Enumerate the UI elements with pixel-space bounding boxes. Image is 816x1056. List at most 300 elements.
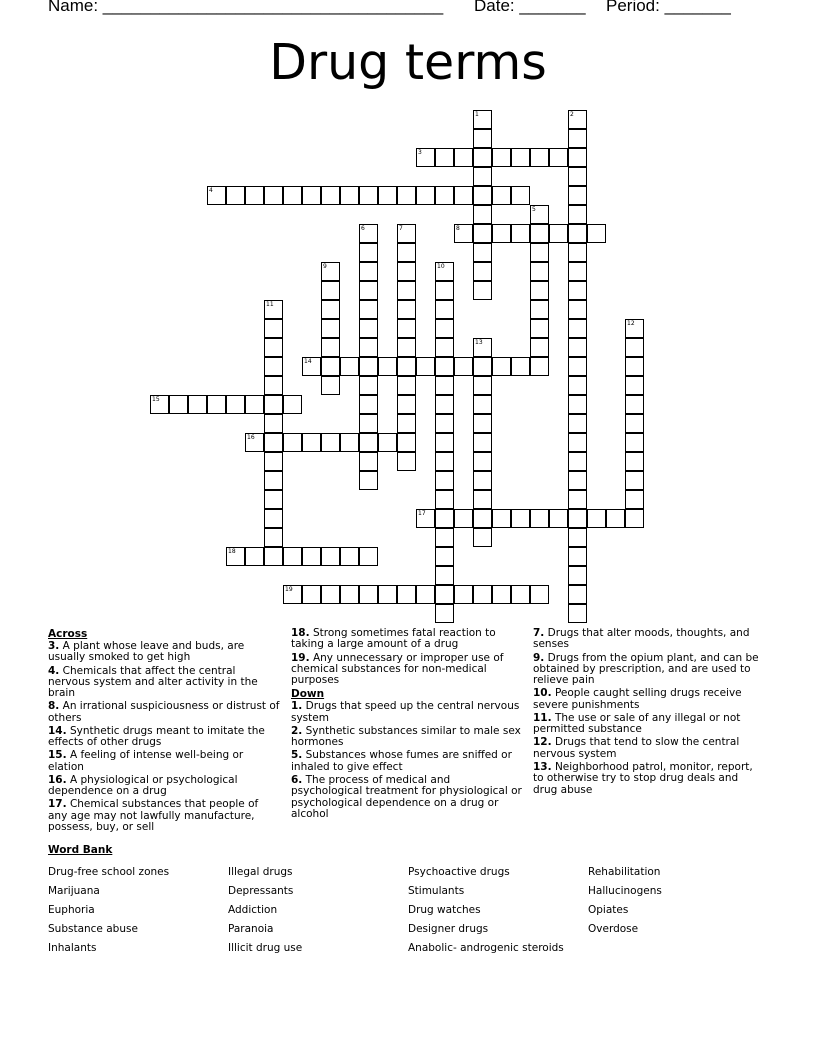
word-bank-heading: Word Bank bbox=[48, 844, 113, 856]
crossword-cell[interactable] bbox=[568, 395, 587, 414]
crossword-cell[interactable] bbox=[435, 509, 454, 528]
crossword-cell[interactable] bbox=[264, 186, 283, 205]
crossword-cell[interactable] bbox=[226, 547, 245, 566]
clue-number: 1. bbox=[291, 700, 303, 713]
crossword-cell[interactable] bbox=[568, 129, 587, 148]
crossword-cell[interactable] bbox=[435, 490, 454, 509]
crossword-cell[interactable] bbox=[511, 357, 530, 376]
clue-text: Synthetic drugs meant to imitate the effects of other drugs bbox=[48, 724, 265, 749]
clue-text: Drugs that tend to slow the central nervous system bbox=[533, 736, 740, 760]
crossword-cell[interactable] bbox=[397, 281, 416, 300]
crossword-cell[interactable] bbox=[625, 433, 644, 452]
crossword-cell[interactable] bbox=[568, 319, 587, 338]
crossword-cell[interactable] bbox=[435, 452, 454, 471]
crossword-cell[interactable] bbox=[530, 319, 549, 338]
word-bank-item: Euphoria bbox=[48, 904, 95, 916]
crossword-cell[interactable] bbox=[321, 319, 340, 338]
crossword-cell[interactable] bbox=[568, 167, 587, 186]
crossword-cell[interactable] bbox=[473, 205, 492, 224]
crossword-cell[interactable] bbox=[264, 338, 283, 357]
crossword-cell[interactable] bbox=[359, 319, 378, 338]
crossword-cell[interactable] bbox=[625, 319, 644, 338]
clue-item bbox=[48, 775, 280, 798]
clue-item bbox=[291, 628, 523, 651]
word-bank-column bbox=[588, 863, 662, 939]
crossword-cell[interactable] bbox=[435, 148, 454, 167]
crossword-cell[interactable] bbox=[435, 281, 454, 300]
crossword-cell[interactable] bbox=[473, 281, 492, 300]
crossword-cell[interactable] bbox=[245, 433, 264, 452]
word-bank-item: Anabolic- androgenic steroids bbox=[408, 942, 564, 954]
crossword-cell[interactable] bbox=[473, 243, 492, 262]
clue-number: 16 bbox=[247, 434, 255, 441]
crossword-cell[interactable] bbox=[359, 262, 378, 281]
crossword-cell[interactable] bbox=[435, 395, 454, 414]
clue-item bbox=[291, 726, 523, 749]
crossword-cell[interactable] bbox=[397, 452, 416, 471]
word-bank-item: Designer drugs bbox=[408, 923, 489, 935]
crossword-cell[interactable] bbox=[321, 281, 340, 300]
crossword-cell[interactable] bbox=[378, 186, 397, 205]
crossword-cell[interactable] bbox=[625, 509, 644, 528]
crossword-cell[interactable] bbox=[530, 300, 549, 319]
crossword-cell[interactable] bbox=[435, 262, 454, 281]
crossword-cell[interactable] bbox=[530, 585, 549, 604]
crossword-cell[interactable] bbox=[264, 300, 283, 319]
crossword-cell[interactable] bbox=[264, 471, 283, 490]
crossword-cell[interactable] bbox=[264, 547, 283, 566]
clue-number: 8 bbox=[456, 225, 460, 232]
crossword-cell[interactable] bbox=[416, 357, 435, 376]
crossword-cell[interactable] bbox=[473, 186, 492, 205]
crossword-cell[interactable] bbox=[587, 224, 606, 243]
clue-number: 1 bbox=[475, 111, 479, 118]
crossword-cell[interactable] bbox=[359, 585, 378, 604]
crossword-cell[interactable] bbox=[321, 376, 340, 395]
crossword-cell[interactable] bbox=[264, 452, 283, 471]
crossword-cell[interactable] bbox=[568, 376, 587, 395]
word-bank-item: Drug-free school zones bbox=[48, 866, 170, 878]
word-bank-item: Rehabilitation bbox=[588, 866, 661, 878]
crossword-cell[interactable] bbox=[568, 471, 587, 490]
crossword-cell[interactable] bbox=[283, 395, 302, 414]
crossword-cell[interactable] bbox=[359, 547, 378, 566]
down-heading: Down bbox=[291, 688, 325, 701]
crossword-cell[interactable] bbox=[435, 604, 454, 623]
crossword-cell[interactable] bbox=[321, 186, 340, 205]
crossword-cell[interactable] bbox=[359, 395, 378, 414]
clue-number: 16. bbox=[48, 773, 67, 786]
word-bank-item: Depressants bbox=[228, 885, 294, 897]
clue-number: 12. bbox=[533, 736, 552, 749]
crossword-cell[interactable] bbox=[416, 509, 435, 528]
crossword-cell[interactable] bbox=[625, 357, 644, 376]
clue-number: 14. bbox=[48, 724, 67, 737]
crossword-cell[interactable] bbox=[397, 300, 416, 319]
crossword-cell[interactable] bbox=[492, 357, 511, 376]
clue-number: 7. bbox=[533, 627, 545, 639]
crossword-cell[interactable] bbox=[568, 357, 587, 376]
crossword-cell[interactable] bbox=[416, 585, 435, 604]
clue-item bbox=[533, 737, 765, 760]
word-bank-item: Opiates bbox=[588, 904, 629, 916]
crossword-cell[interactable] bbox=[245, 186, 264, 205]
crossword-cell[interactable] bbox=[226, 395, 245, 414]
crossword-cell[interactable] bbox=[435, 471, 454, 490]
crossword-cell[interactable] bbox=[169, 395, 188, 414]
crossword-cell[interactable] bbox=[511, 148, 530, 167]
crossword-cell[interactable] bbox=[568, 338, 587, 357]
crossword-cell[interactable] bbox=[473, 129, 492, 148]
crossword-cell[interactable] bbox=[283, 547, 302, 566]
crossword-cell[interactable] bbox=[473, 395, 492, 414]
clue-item bbox=[48, 641, 280, 664]
crossword-cell[interactable] bbox=[435, 414, 454, 433]
crossword-cell[interactable] bbox=[454, 509, 473, 528]
crossword-cell[interactable] bbox=[264, 357, 283, 376]
clue-number: 12 bbox=[627, 320, 635, 327]
crossword-cell[interactable] bbox=[416, 186, 435, 205]
crossword-cell[interactable] bbox=[435, 300, 454, 319]
clue-number: 4. bbox=[48, 664, 60, 677]
crossword-cell[interactable] bbox=[473, 338, 492, 357]
clue-text: A physiological or psychological dependence on a drug bbox=[48, 773, 238, 798]
crossword-cell[interactable] bbox=[625, 452, 644, 471]
clue-item bbox=[48, 701, 280, 724]
crossword-cell[interactable] bbox=[397, 357, 416, 376]
clue-number: 6 bbox=[361, 225, 365, 232]
crossword-cell[interactable] bbox=[359, 452, 378, 471]
crossword-cell[interactable] bbox=[473, 376, 492, 395]
crossword-cell[interactable] bbox=[530, 509, 549, 528]
crossword-cell[interactable] bbox=[568, 433, 587, 452]
clue-number: 9 bbox=[323, 263, 327, 270]
clue-number: 19. bbox=[291, 651, 310, 664]
crossword-cell[interactable] bbox=[359, 471, 378, 490]
crossword-cell[interactable] bbox=[587, 509, 606, 528]
crossword-cell[interactable] bbox=[625, 471, 644, 490]
crossword-cell[interactable] bbox=[549, 148, 568, 167]
crossword-cell[interactable] bbox=[473, 585, 492, 604]
crossword-cell[interactable] bbox=[416, 148, 435, 167]
crossword-cell[interactable] bbox=[302, 357, 321, 376]
crossword-cell[interactable] bbox=[454, 585, 473, 604]
crossword-cell[interactable] bbox=[397, 433, 416, 452]
crossword-cell[interactable] bbox=[359, 376, 378, 395]
clue-number: 6. bbox=[291, 773, 303, 786]
crossword-cell[interactable] bbox=[359, 338, 378, 357]
date-field-label[interactable]: Date: _______ bbox=[474, 0, 586, 15]
crossword-cell[interactable] bbox=[359, 224, 378, 243]
crossword-cell[interactable] bbox=[378, 357, 397, 376]
crossword-cell[interactable] bbox=[321, 300, 340, 319]
crossword-cell[interactable] bbox=[530, 357, 549, 376]
crossword-cell[interactable] bbox=[435, 376, 454, 395]
crossword-cell[interactable] bbox=[568, 566, 587, 585]
crossword-cell[interactable] bbox=[492, 585, 511, 604]
clue-number: 5. bbox=[291, 749, 303, 762]
crossword-cell[interactable] bbox=[359, 243, 378, 262]
crossword-cell[interactable] bbox=[264, 490, 283, 509]
crossword-cell[interactable] bbox=[473, 262, 492, 281]
crossword-cell[interactable] bbox=[625, 395, 644, 414]
crossword-cell[interactable] bbox=[397, 262, 416, 281]
crossword-cell[interactable] bbox=[359, 357, 378, 376]
crossword-cell[interactable] bbox=[454, 357, 473, 376]
crossword-cell[interactable] bbox=[435, 357, 454, 376]
crossword-cell[interactable] bbox=[454, 148, 473, 167]
crossword-cell[interactable] bbox=[359, 186, 378, 205]
crossword-cell[interactable] bbox=[397, 338, 416, 357]
crossword-cell[interactable] bbox=[264, 528, 283, 547]
crossword-cell[interactable] bbox=[473, 452, 492, 471]
crossword-cell[interactable] bbox=[473, 528, 492, 547]
clue-text: Strong sometimes fatal reaction to taking a large amount of a drug bbox=[291, 627, 496, 651]
clue-item bbox=[533, 688, 765, 711]
crossword-cell[interactable] bbox=[473, 490, 492, 509]
clue-text: Chemical substances that people of any age may not lawfully manufacture, possess, buy, or sell bbox=[48, 798, 259, 834]
crossword-cell[interactable] bbox=[568, 509, 587, 528]
crossword-cell[interactable] bbox=[454, 224, 473, 243]
clue-text: Drugs from the opium plant, and can be obtained by prescription, and are used to relieve pain bbox=[533, 651, 759, 687]
crossword-cell[interactable] bbox=[568, 281, 587, 300]
crossword-cell[interactable] bbox=[226, 186, 245, 205]
crossword-cell[interactable] bbox=[378, 585, 397, 604]
clue-text: People caught selling drugs receive severe punishments bbox=[533, 687, 742, 711]
crossword-cell[interactable] bbox=[283, 585, 302, 604]
crossword-cell[interactable] bbox=[150, 395, 169, 414]
clue-number: 18. bbox=[291, 627, 310, 639]
clue-number: 14 bbox=[304, 358, 312, 365]
crossword-cell[interactable] bbox=[530, 224, 549, 243]
crossword-cell[interactable] bbox=[568, 547, 587, 566]
crossword-cell[interactable] bbox=[473, 414, 492, 433]
crossword-cell[interactable] bbox=[530, 243, 549, 262]
crossword-cell[interactable] bbox=[568, 452, 587, 471]
crossword-cell[interactable] bbox=[454, 186, 473, 205]
clue-item bbox=[533, 713, 765, 736]
crossword-cell[interactable] bbox=[397, 585, 416, 604]
word-bank-item: Stimulants bbox=[408, 885, 465, 897]
crossword-cell[interactable] bbox=[492, 509, 511, 528]
crossword-cell[interactable] bbox=[568, 224, 587, 243]
crossword-cell[interactable] bbox=[549, 224, 568, 243]
clue-number: 9. bbox=[533, 651, 545, 664]
crossword-cell[interactable] bbox=[302, 433, 321, 452]
clues-col3 bbox=[533, 628, 765, 798]
clue-item bbox=[48, 666, 280, 700]
clue-number: 17. bbox=[48, 798, 67, 811]
period-field-label[interactable]: Period: _______ bbox=[606, 0, 731, 15]
clue-number: 18 bbox=[228, 548, 236, 555]
down-clue-list bbox=[291, 701, 523, 820]
crossword-cell[interactable] bbox=[302, 547, 321, 566]
crossword-cell[interactable] bbox=[397, 224, 416, 243]
word-bank-item: Paranoia bbox=[228, 923, 274, 935]
clue-text: Neighborhood patrol, monitor, report, to otherwise try to stop drug deals and drug abuse bbox=[533, 760, 753, 796]
crossword-cell[interactable] bbox=[549, 509, 568, 528]
crossword-cell[interactable] bbox=[568, 186, 587, 205]
crossword-cell[interactable] bbox=[492, 148, 511, 167]
crossword-cell[interactable] bbox=[511, 224, 530, 243]
clue-item bbox=[533, 653, 765, 687]
down-clue-list-cont bbox=[533, 628, 765, 796]
clue-number: 2. bbox=[291, 724, 303, 737]
across-clues-col1 bbox=[48, 628, 280, 835]
crossword-cell[interactable] bbox=[568, 300, 587, 319]
clue-text: A feeling of intense well-being or elation bbox=[48, 749, 244, 773]
crossword-cell[interactable] bbox=[625, 376, 644, 395]
crossword-cell[interactable] bbox=[283, 433, 302, 452]
clue-number: 3 bbox=[418, 149, 422, 156]
word-bank-item: Psychoactive drugs bbox=[408, 866, 510, 878]
crossword-cell[interactable] bbox=[530, 338, 549, 357]
clue-item bbox=[291, 775, 523, 821]
crossword-cell[interactable] bbox=[530, 148, 549, 167]
word-bank-item: Addiction bbox=[228, 904, 278, 916]
crossword-cell[interactable] bbox=[435, 338, 454, 357]
crossword-cell[interactable] bbox=[568, 490, 587, 509]
crossword-cell[interactable] bbox=[283, 186, 302, 205]
clue-item bbox=[533, 762, 765, 796]
crossword-cell[interactable] bbox=[435, 585, 454, 604]
crossword-cell[interactable] bbox=[207, 395, 226, 414]
crossword-cell[interactable] bbox=[397, 376, 416, 395]
crossword-cell[interactable] bbox=[264, 395, 283, 414]
crossword-cell[interactable] bbox=[264, 509, 283, 528]
crossword-cell[interactable] bbox=[511, 509, 530, 528]
clue-item bbox=[48, 726, 280, 749]
crossword-cell[interactable] bbox=[511, 186, 530, 205]
crossword-cell[interactable] bbox=[473, 167, 492, 186]
crossword-cell[interactable] bbox=[568, 110, 587, 129]
crossword-cell[interactable] bbox=[397, 395, 416, 414]
crossword-cell[interactable] bbox=[568, 414, 587, 433]
crossword-cell[interactable] bbox=[568, 243, 587, 262]
crossword-cell[interactable] bbox=[435, 547, 454, 566]
crossword-cell[interactable] bbox=[340, 547, 359, 566]
crossword-cell[interactable] bbox=[359, 433, 378, 452]
word-bank-item: Inhalants bbox=[48, 942, 97, 954]
crossword-cell[interactable] bbox=[530, 205, 549, 224]
crossword-cell[interactable] bbox=[473, 148, 492, 167]
clues-col2 bbox=[291, 628, 523, 822]
crossword-cell[interactable] bbox=[473, 110, 492, 129]
crossword-cell[interactable] bbox=[473, 357, 492, 376]
crossword-cell[interactable] bbox=[492, 186, 511, 205]
crossword-cell[interactable] bbox=[568, 205, 587, 224]
crossword-cell[interactable] bbox=[435, 433, 454, 452]
crossword-cell[interactable] bbox=[473, 433, 492, 452]
crossword-cell[interactable] bbox=[264, 433, 283, 452]
crossword-cell[interactable] bbox=[321, 433, 340, 452]
crossword-cell[interactable] bbox=[245, 547, 264, 566]
crossword-cell[interactable] bbox=[568, 148, 587, 167]
crossword-cell[interactable] bbox=[340, 357, 359, 376]
crossword-cell[interactable] bbox=[435, 319, 454, 338]
crossword-cell[interactable] bbox=[245, 395, 264, 414]
crossword-cell[interactable] bbox=[188, 395, 207, 414]
clue-number: 4 bbox=[209, 187, 213, 194]
crossword-cell[interactable] bbox=[359, 414, 378, 433]
crossword-cell[interactable] bbox=[568, 528, 587, 547]
clue-text: Chemicals that affect the central nervous system and alter activity in the brain bbox=[48, 664, 258, 700]
clue-number: 11 bbox=[266, 301, 274, 308]
crossword-cell[interactable] bbox=[625, 414, 644, 433]
crossword-cell[interactable] bbox=[397, 414, 416, 433]
word-bank-item: Hallucinogens bbox=[588, 885, 662, 897]
clue-text: Drugs that speed up the central nervous system bbox=[291, 700, 520, 724]
crossword-cell[interactable] bbox=[359, 300, 378, 319]
crossword-cell[interactable] bbox=[625, 338, 644, 357]
clue-text: Synthetic substances similar to male sex hormones bbox=[291, 724, 521, 749]
crossword-cell[interactable] bbox=[473, 224, 492, 243]
name-field-label[interactable]: Name: ____________________________________ bbox=[48, 0, 444, 15]
clue-text: An irrational suspiciousness or distrust of others bbox=[48, 700, 280, 724]
crossword-cell[interactable] bbox=[435, 566, 454, 585]
crossword-cell[interactable] bbox=[207, 186, 226, 205]
crossword-cell[interactable] bbox=[359, 281, 378, 300]
crossword-cell[interactable] bbox=[473, 509, 492, 528]
word-bank-column bbox=[408, 863, 564, 958]
crossword-cell[interactable] bbox=[302, 186, 321, 205]
crossword-cell[interactable] bbox=[378, 433, 397, 452]
crossword-cell[interactable] bbox=[492, 224, 511, 243]
crossword-cell[interactable] bbox=[302, 585, 321, 604]
crossword-cell[interactable] bbox=[321, 547, 340, 566]
crossword-cell[interactable] bbox=[264, 376, 283, 395]
clue-number: 15 bbox=[152, 396, 160, 403]
crossword-cell[interactable] bbox=[606, 509, 625, 528]
crossword-cell[interactable] bbox=[340, 186, 359, 205]
word-bank-item: Drug watches bbox=[408, 904, 481, 916]
crossword-cell[interactable] bbox=[397, 319, 416, 338]
crossword-cell[interactable] bbox=[264, 414, 283, 433]
crossword-cell[interactable] bbox=[340, 585, 359, 604]
crossword-cell[interactable] bbox=[473, 471, 492, 490]
crossword-cell[interactable] bbox=[568, 585, 587, 604]
across-heading: Across bbox=[48, 628, 88, 640]
crossword-cell[interactable] bbox=[568, 262, 587, 281]
clue-text: A plant whose leave and buds, are usually smoked to get high bbox=[48, 640, 245, 664]
clue-number: 13 bbox=[475, 339, 483, 346]
crossword-cell[interactable] bbox=[321, 585, 340, 604]
crossword-cell[interactable] bbox=[340, 433, 359, 452]
crossword-cell[interactable] bbox=[625, 490, 644, 509]
crossword-cell[interactable] bbox=[568, 604, 587, 623]
clue-number: 10. bbox=[533, 687, 552, 700]
across-clue-list-cont bbox=[291, 628, 523, 687]
crossword-cell[interactable] bbox=[264, 319, 283, 338]
clue-item bbox=[533, 628, 765, 651]
crossword-cell[interactable] bbox=[321, 357, 340, 376]
clue-text: Substances whose fumes are sniffed or inhaled to give effect bbox=[291, 749, 512, 773]
crossword-cell[interactable] bbox=[435, 186, 454, 205]
clue-number: 8. bbox=[48, 700, 60, 713]
word-bank-item: Marijuana bbox=[48, 885, 100, 897]
crossword-cell[interactable] bbox=[511, 585, 530, 604]
crossword-cell[interactable] bbox=[530, 262, 549, 281]
crossword-cell[interactable] bbox=[321, 262, 340, 281]
crossword-cell[interactable] bbox=[435, 528, 454, 547]
crossword-cell[interactable] bbox=[397, 186, 416, 205]
crossword-cell[interactable] bbox=[397, 243, 416, 262]
clue-number: 13. bbox=[533, 760, 552, 773]
crossword-cell[interactable] bbox=[321, 338, 340, 357]
clue-item bbox=[48, 799, 280, 833]
crossword-cell[interactable] bbox=[530, 281, 549, 300]
clue-number: 2 bbox=[570, 111, 574, 118]
